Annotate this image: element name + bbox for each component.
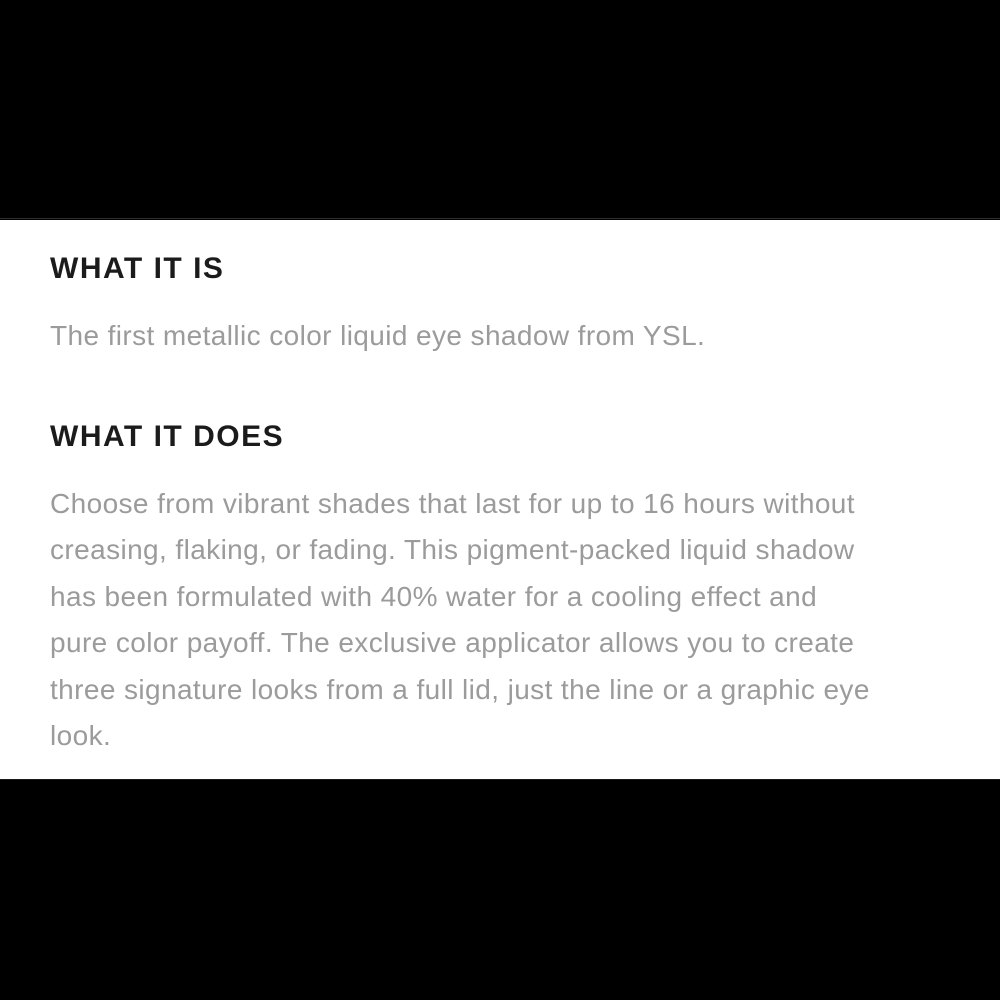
what-it-does-text-line: three signature looks from a full lid, just the line or a graphic eye [50,673,870,705]
what-it-does-heading: WHAT IT DOES [50,419,285,453]
section-what-it-is [50,250,940,360]
what-it-is-heading: WHAT IT IS [50,252,225,285]
what-it-does-text-line: look. [50,720,112,751]
what-it-does-text-line: has been formulated with 40% water for a cooling effect and [50,580,818,612]
top-letterbox-band [0,0,1000,219]
what-it-is-text-line: The first metallic color liquid eye shadow from YSL. [50,320,706,351]
product-description-panel [0,220,1000,779]
what-it-does-text-line: pure color payoff. The exclusive applicator allows you to create [50,627,855,658]
bottom-letterbox-band [0,779,1000,1000]
what-it-does-body [50,481,940,760]
what-it-does-text-line: Choose from vibrant shades that last for up to 16 hours without [50,487,855,519]
section-what-it-does [50,418,940,760]
what-it-is-body [50,313,940,360]
what-it-does-text-line: creasing, flaking, or fading. This pigment-packed liquid shadow [50,534,855,565]
